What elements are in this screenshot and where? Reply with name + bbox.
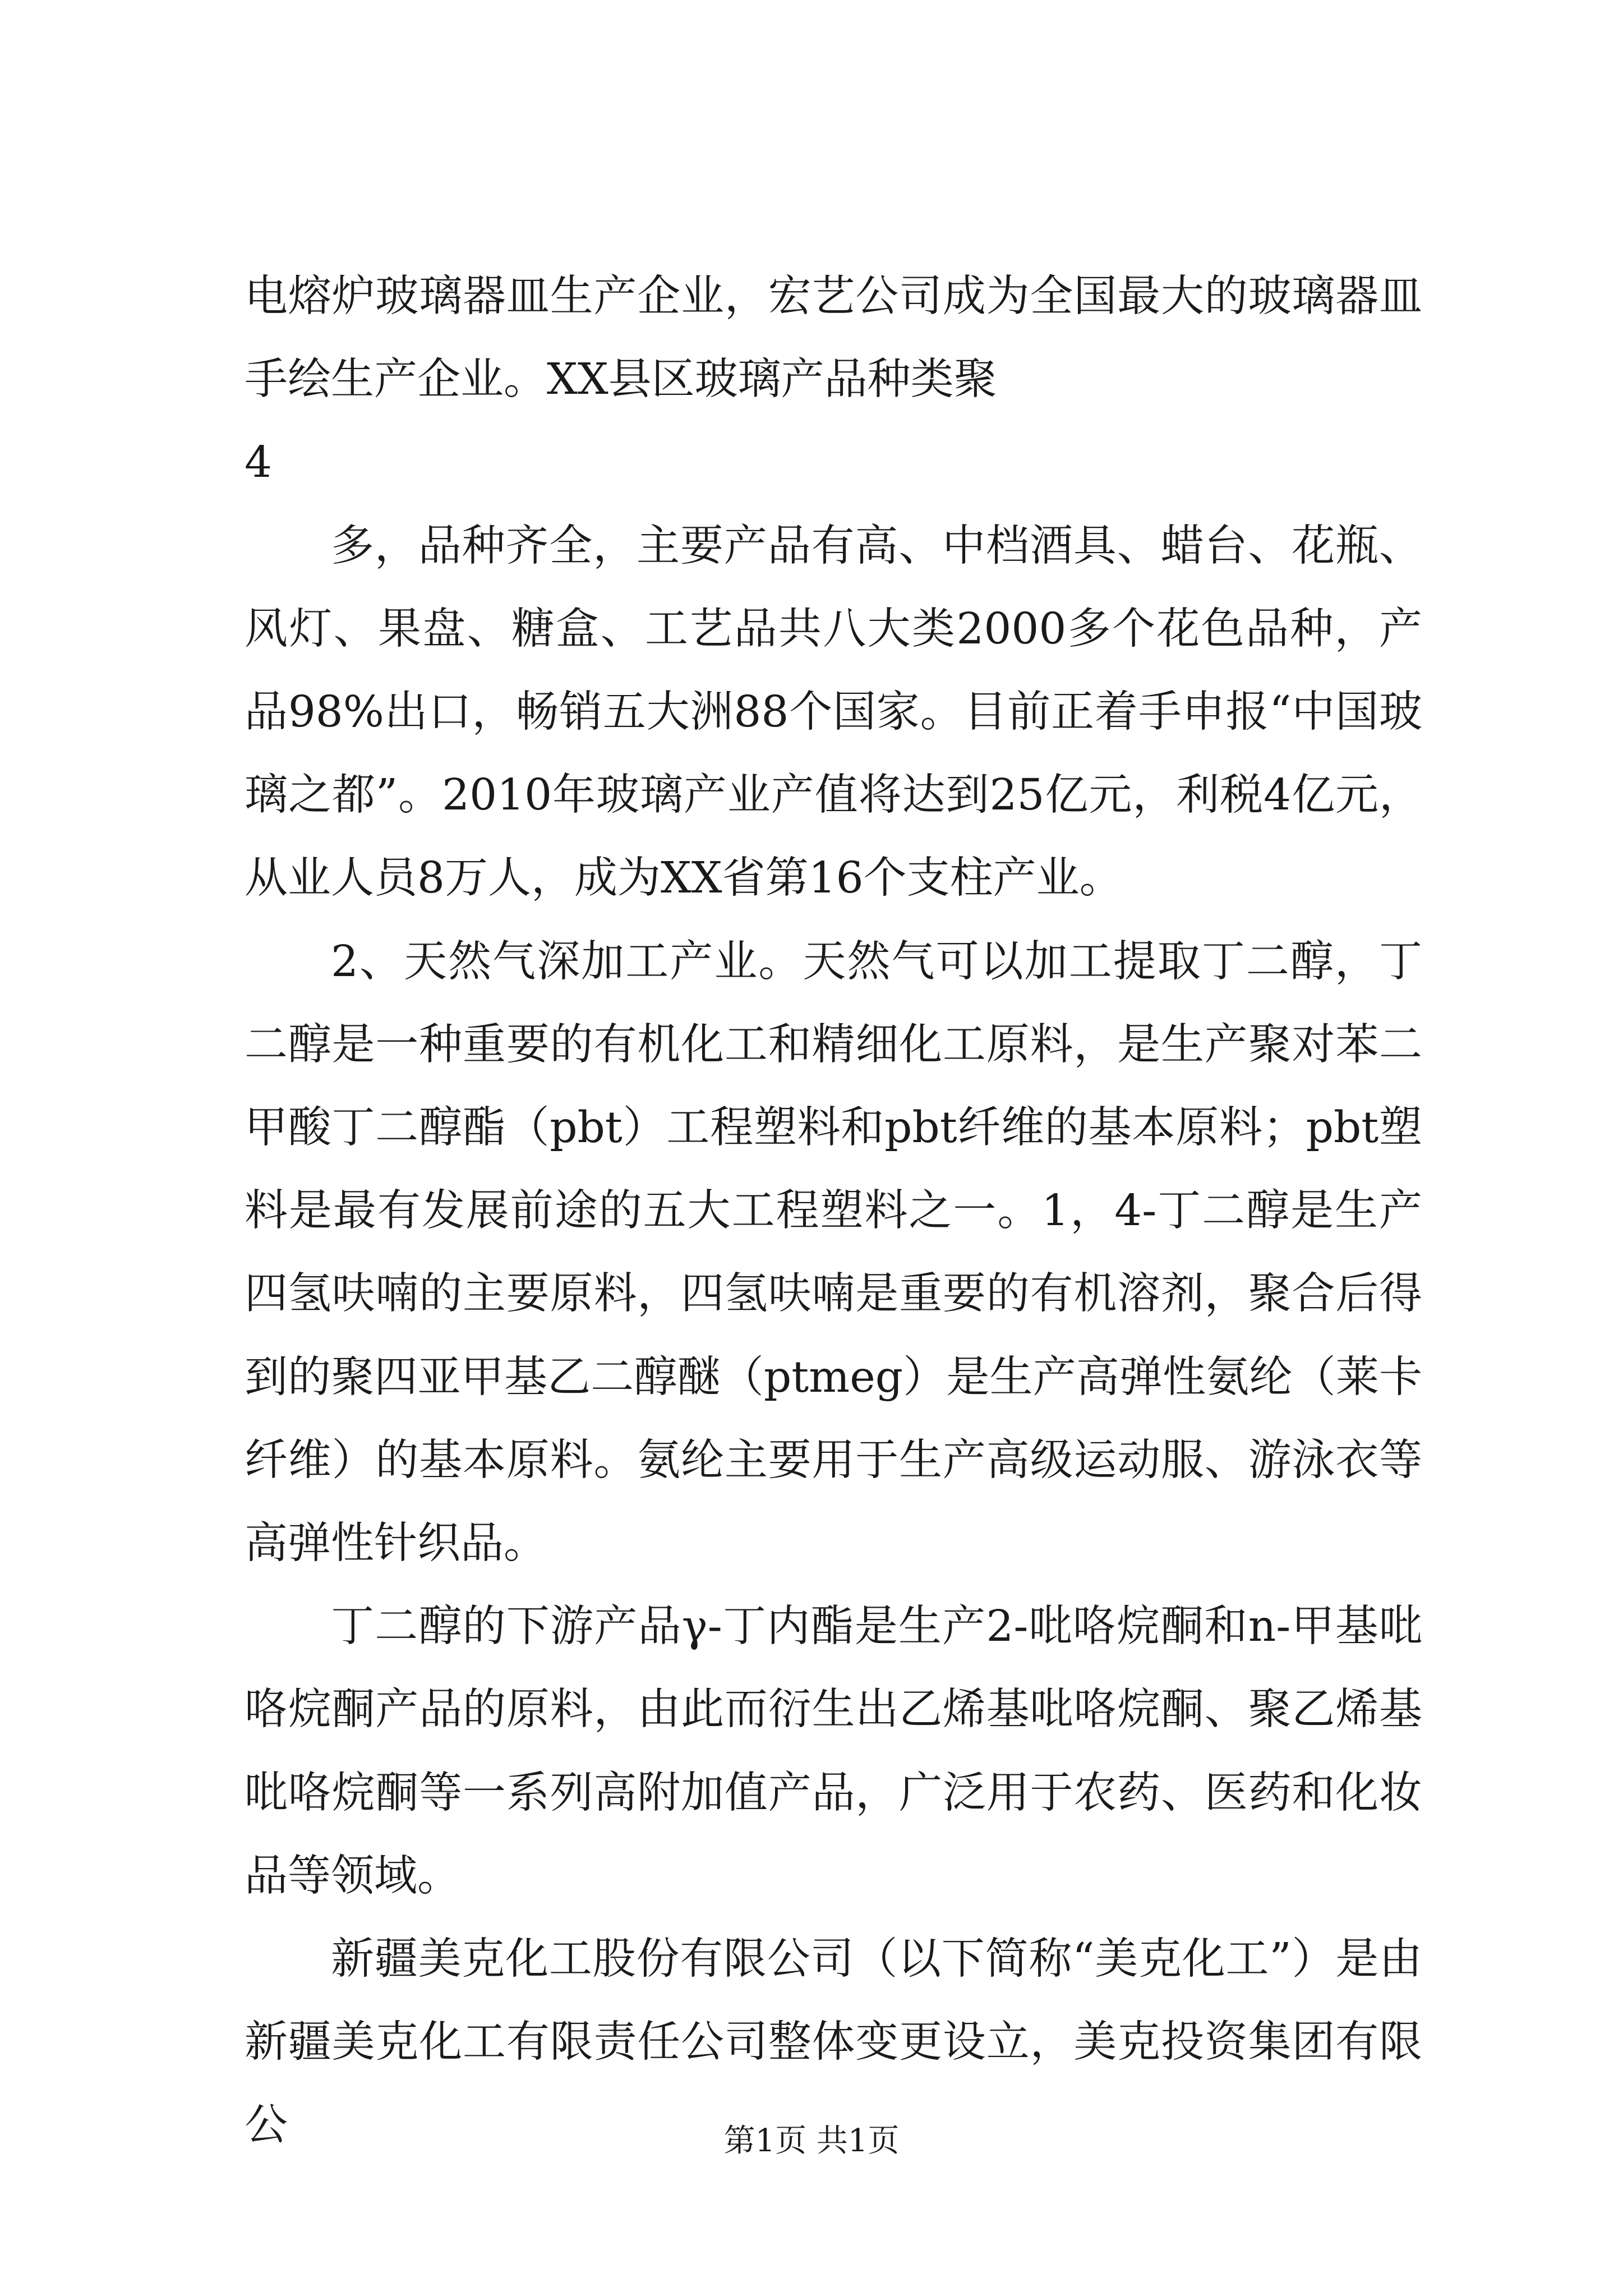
document-body — [245, 255, 1422, 2168]
paragraph-natural-gas-industry: 2、天然气深加工产业。天然气可以加工提取丁二醇，丁二醇是一种重要的有机化工和精细化工原料，是生产聚对苯二甲酸丁二醇酯（pbt）工程塑料和pbt纤维的基本原料；pbt塑料是最有发展前途的五大工程塑料之一。1，4-丁二醇是生产四氢呋喃的主要原料，四氢呋喃是重要的有机溶剂，聚合后得到的聚四亚甲基乙二醇醚（ptmeg）是生产高弹性氨纶（莱卡纤维）的基本原料。氨纶主要用于生产高级运动服、游泳衣等高弹性针织品。 — [245, 936, 1422, 1569]
paragraph-glass-products: 多，品种齐全，主要产品有高、中档酒具、蜡台、花瓶、风灯、果盘、糖盒、工艺品共八大类2000多个花色品种，产品98%出口，畅销五大洲88个国家。目前正着手申报“中国玻璃之都”。2010年玻璃产业产值将达到25亿元，利税4亿元，从业人员8万人，成为XX省第16个支柱产业。 — [245, 521, 1422, 904]
inline-page-number: 4 — [245, 438, 272, 488]
paragraph-butanediol-downstream: 丁二醇的下游产品γ-丁内酯是生产2-吡咯烷酮和n-甲基吡咯烷酮产品的原料，由此而衍生出乙烯基吡咯烷酮、聚乙烯基吡咯烷酮等一系列高附加值产品，广泛用于农药、医药和化妆品等领域。 — [245, 1602, 1422, 1901]
paragraph-continuation: 电熔炉玻璃器皿生产企业，宏艺公司成为全国最大的玻璃器皿手绘生产企业。XX县区玻璃产品种类聚 — [245, 272, 1422, 405]
page-counter: 第1页 共1页 — [723, 2123, 900, 2159]
page-footer — [0, 2122, 1623, 2161]
paragraph-meike-chemical: 新疆美克化工股份有限公司（以下简称“美克化工”）是由新疆美克化工有限责任公司整体变更设立，美克投资集团有限公 — [245, 1934, 1422, 2151]
